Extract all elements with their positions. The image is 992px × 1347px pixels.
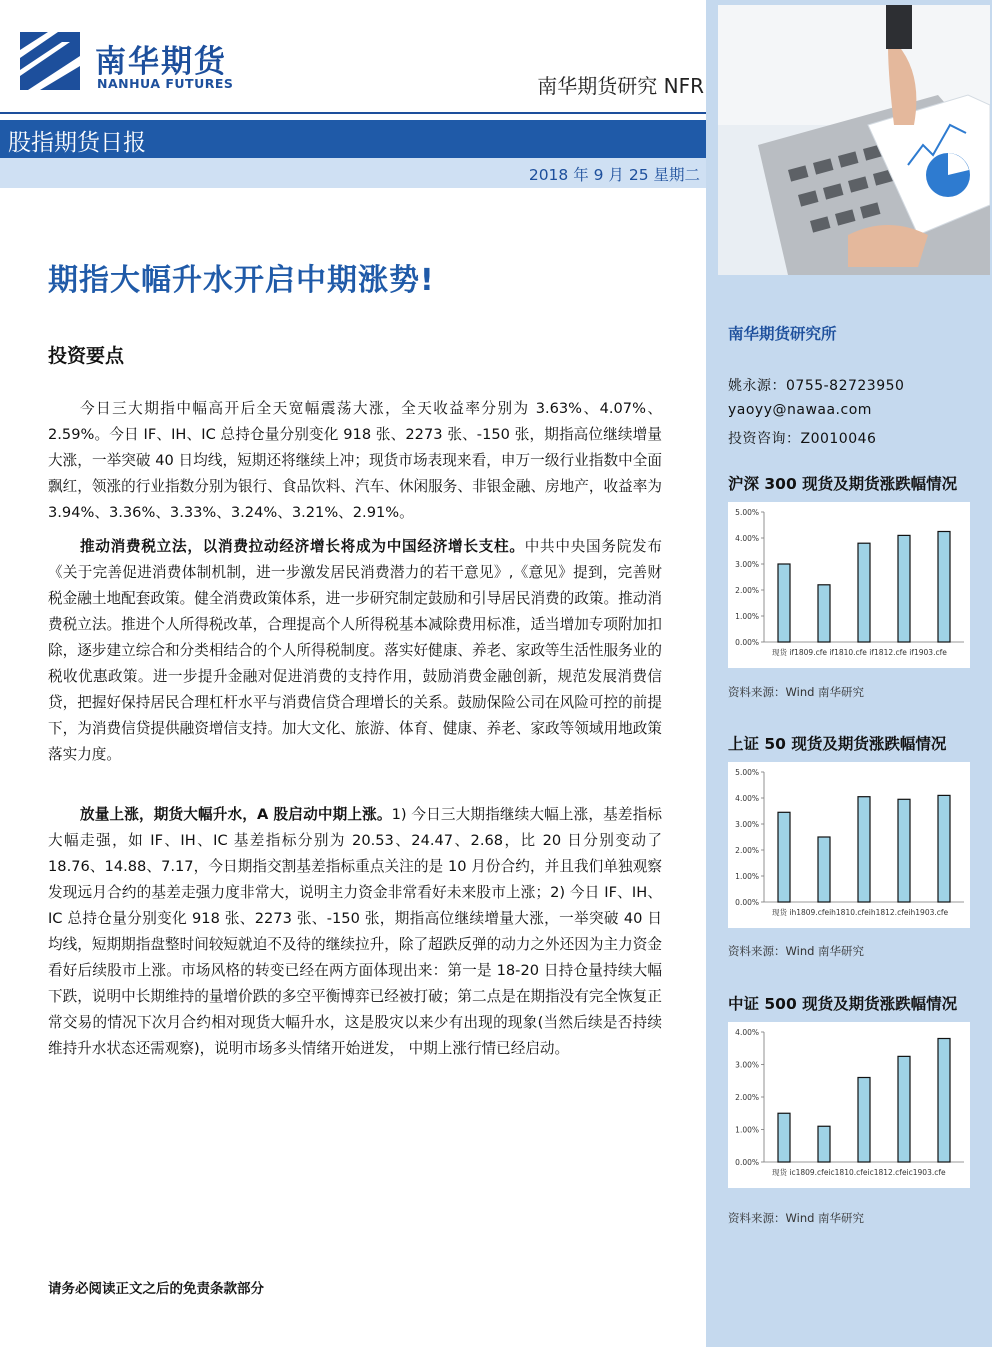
- y-tick-label: 0.00%: [735, 638, 759, 647]
- chart-sz50: [728, 762, 970, 928]
- logo-text-en: NANHUA FUTURES: [97, 76, 234, 91]
- bar-ih1809.cfe: [818, 837, 830, 902]
- x-category-labels: 现货 ih1809.cfeih1810.cfeih1812.cfeih1903.cfe: [772, 908, 949, 917]
- bar-ic1809.cfe: [818, 1126, 830, 1162]
- x-category-labels: 现货 if1809.cfe if1810.cfe if1812.cfe if1903.cfe: [772, 648, 947, 657]
- report-series-title: 南华期货研究 NFR: [537, 74, 704, 98]
- bar-if1809.cfe: [818, 585, 830, 642]
- bar-if1810.cfe: [858, 543, 870, 642]
- paragraph-lead: 推动消费税立法，以消费拉动经济增长将成为中国经济增长支柱。: [80, 538, 525, 555]
- y-tick-label: 2.00%: [735, 586, 759, 595]
- chart-zz500: [728, 1022, 970, 1188]
- bar-ic1903.cfe: [938, 1039, 950, 1163]
- paragraph-consumption-tax: [48, 534, 662, 768]
- paragraph-lead: 放量上涨，期货大幅升水，A 股启动中期上涨。: [80, 806, 392, 823]
- chart-hs300: [728, 502, 970, 668]
- chart-title-zz500: 中证 500 现货及期货涨跌幅情况: [728, 995, 958, 1013]
- y-tick-label: 4.00%: [735, 534, 759, 543]
- chart-source-sz50: 资料来源：Wind 南华研究: [728, 944, 865, 958]
- analyst-email[interactable]: yaoyy@nawaa.com: [728, 402, 872, 418]
- chart-title-sz50: 上证 50 现货及期货涨跌幅情况: [728, 735, 947, 753]
- bar-if1812.cfe: [898, 535, 910, 642]
- paragraph-futures-premium: [48, 802, 662, 1062]
- y-tick-label: 4.00%: [735, 1028, 759, 1037]
- logo-icon: [18, 30, 82, 92]
- logo-text-cn: 南华期货: [95, 44, 227, 80]
- bar-现货: [778, 812, 790, 902]
- y-tick-label: 1.00%: [735, 872, 759, 881]
- laptop-photo-image: [718, 5, 990, 275]
- bar-ic1810.cfe: [858, 1078, 870, 1163]
- y-tick-label: 5.00%: [735, 508, 759, 517]
- bar-if1903.cfe: [938, 532, 950, 643]
- report-date: 2018 年 9 月 25 星期二: [528, 166, 700, 184]
- paragraph-market-summary: [48, 396, 662, 526]
- bar-现货: [778, 1113, 790, 1162]
- bar-ic1812.cfe: [898, 1056, 910, 1162]
- y-tick-label: 5.00%: [735, 768, 759, 777]
- paragraph-text: 1) 今日三大期指继续大幅上涨，基差指标大幅走强，如 IF、IH、IC 基差指标分别为 20.53、24.47、2.68，比 20 日分别变动了 18.76、14.88、7.17，今日期指交割基差指标重点关注的是 10 月份合约，并且我们单独观察发现远月合约的基差走强力度非常大，说明主力资金非常看好未来股市上涨；2) 今日 IF、IH、IC 总持仓量分别变化 918 张、2273 张、-150 张，期指高位继续增量大涨，一举突破 40 日均线，短期期指盘整时间较短就迫不及待的继续拉升，除了超跌反弹的动力之外还因为主力资金看好后续股市上涨。市场风格的转变已经在两方面体现出来：第一是 18-20 日持仓量持续大幅下跌，说明中长期维持的量增价跌的多空平衡博弈已经被打破；第二点是在期指没有完全恢复正常交易的情况下次月合约相对现货大幅升水，这是股灾以来少有出现的现象(当然后续是否持续维持升水状态还需观察)，说明市场多头情绪开始迸发， 中期上涨行情已经启动。: [48, 806, 662, 1057]
- y-tick-label: 0.00%: [735, 898, 759, 907]
- research-institute: 南华期货研究所: [728, 325, 837, 343]
- section-heading: 投资要点: [48, 345, 125, 367]
- x-category-labels: 现货 ic1809.cfeic1810.cfeic1812.cfeic1903.cfe: [772, 1168, 946, 1177]
- bar-ih1810.cfe: [858, 797, 870, 902]
- report-type-title: 股指期货日报: [8, 130, 146, 156]
- chart-source-zz500: 资料来源：Wind 南华研究: [728, 1211, 865, 1225]
- y-tick-label: 3.00%: [735, 560, 759, 569]
- y-tick-label: 3.00%: [735, 820, 759, 829]
- analyst-contact: 姚永源：0755-82723950: [728, 378, 905, 394]
- y-tick-label: 2.00%: [735, 1093, 759, 1102]
- disclaimer-note: 请务必阅读正文之后的免责条款部分: [48, 1281, 264, 1297]
- chart-source-hs300: 资料来源：Wind 南华研究: [728, 685, 865, 699]
- y-tick-label: 1.00%: [735, 1125, 759, 1135]
- paragraph-text: 中共中央国务院发布《关于完善促进消费体制机制，进一步激发居民消费潜力的若干意见》,《意见》提到，完善财税金融土地配套政策。健全消费政策体系，进一步研究制定鼓励和引导居民消费的政策。推动消费税立法。推进个人所得税改革，合理提高个人所得税基本减除费用标准，适当增加专项附加扣除，逐步建立综合和分类相结合的个人所得税制度。落实好健康、养老、家政等生活性服务业的税收优惠政策。进一步提升金融对促进消费的支持作用，鼓励消费金融创新，规范发展消费信贷，把握好保持居民合理杠杆水平与消费信贷合理增长的关系。鼓励保险公司在风险可控的前提下，为消费信贷提供融资增信支持。加大文化、旅游、体育、健康、养老、家政等领域用地政策落实力度。: [48, 538, 662, 763]
- y-tick-label: 2.00%: [735, 846, 759, 855]
- license-number: 投资咨询：Z0010046: [728, 431, 877, 447]
- bar-ih1812.cfe: [898, 799, 910, 902]
- y-tick-label: 3.00%: [735, 1060, 759, 1070]
- bar-现货: [778, 564, 790, 642]
- paragraph-text: 今日三大期指中幅高开后全天宽幅震荡大涨，全天收益率分别为 3.63%、4.07%、2.59%。今日 IF、IH、IC 总持仓量分别变化 918 张、2273 张、-150 张，期指高位继续增量大涨，一举突破 40 日均线，短期还将继续上冲；现货市场表现来看，申万一级行业指数中全面飘红，领涨的行业指数分别为银行、食品饮料、汽车、休闲服务、非银金融、房地产，收益率为 3.94%、3.36%、3.33%、3.24%、3.21%、2.91%。: [48, 400, 662, 521]
- chart-title-hs300: 沪深 300 现货及期货涨跌幅情况: [728, 475, 958, 493]
- bar-ih1903.cfe: [938, 795, 950, 902]
- y-tick-label: 0.00%: [735, 1158, 759, 1167]
- header-divider: [0, 112, 706, 114]
- y-tick-label: 1.00%: [735, 612, 759, 621]
- report-headline: 期指大幅升水开启中期涨势!: [48, 263, 435, 298]
- y-tick-label: 4.00%: [735, 794, 759, 803]
